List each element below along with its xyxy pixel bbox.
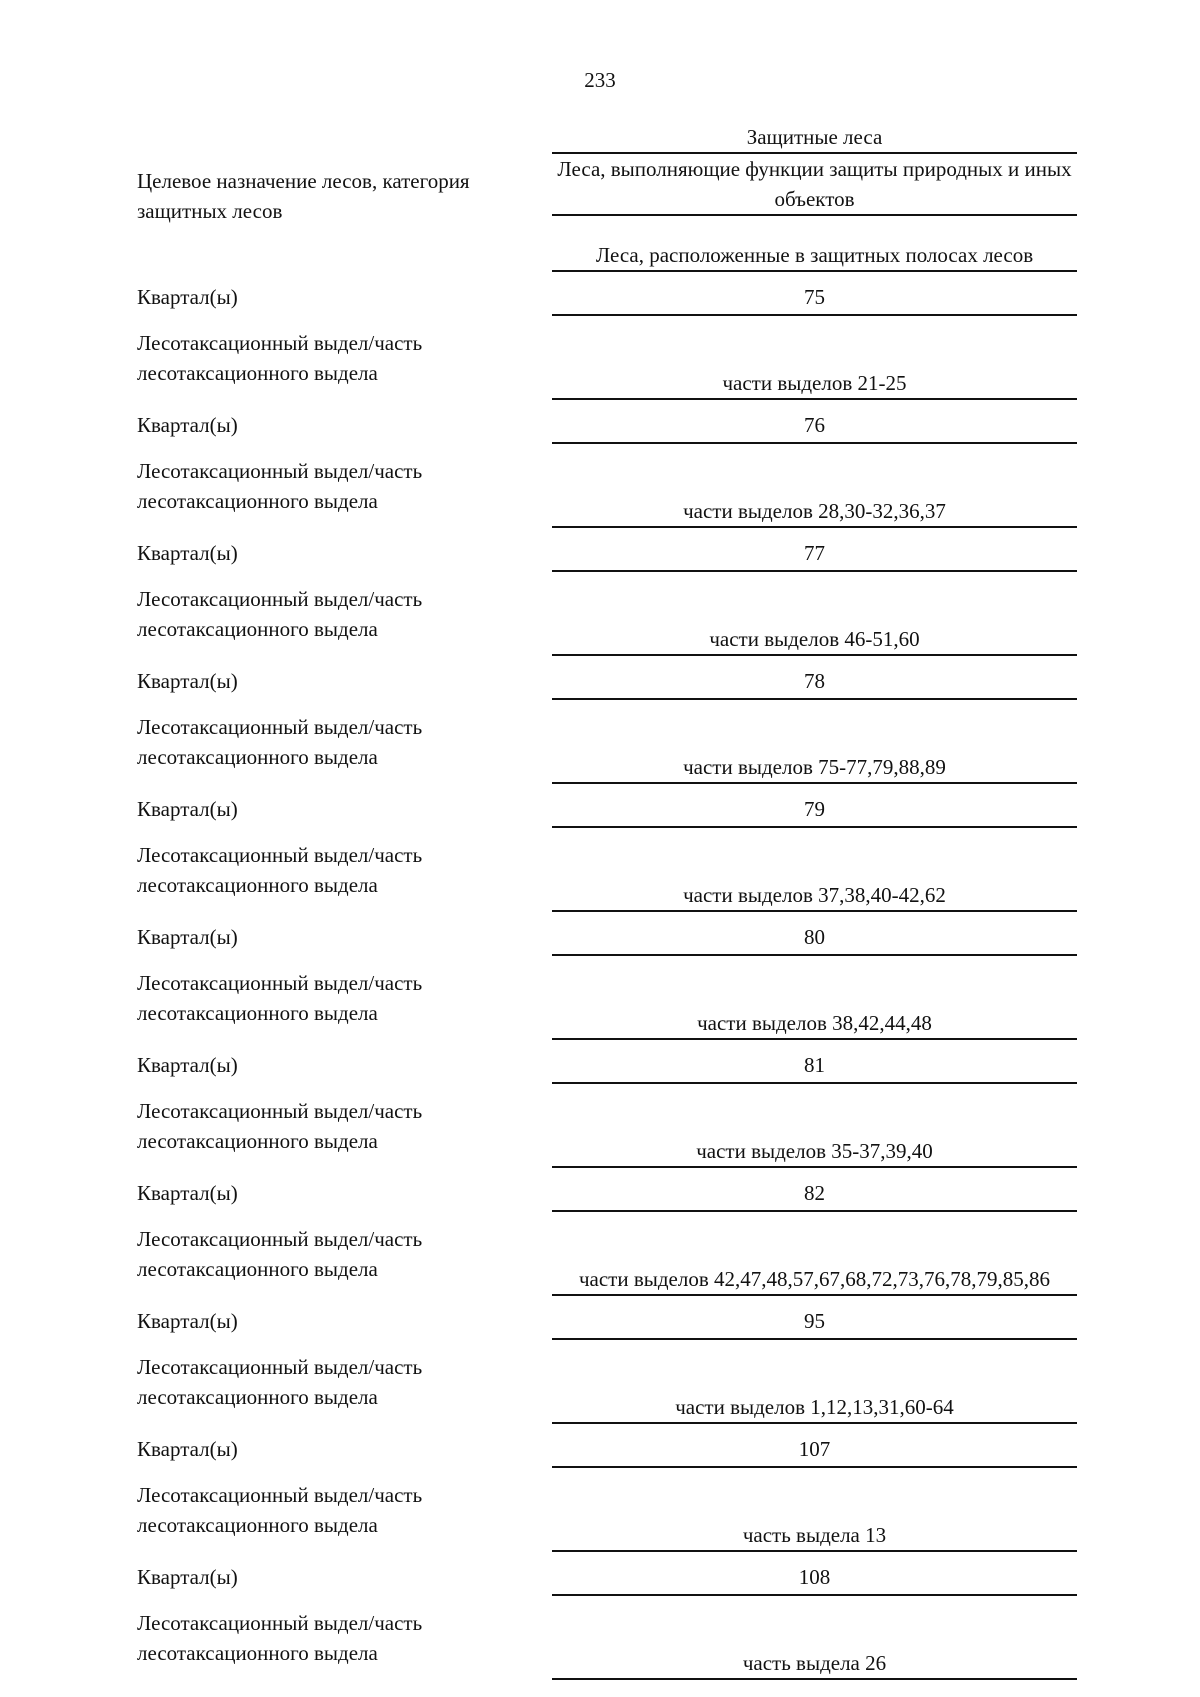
page-number: 233 xyxy=(584,68,616,92)
row-label: Квартал(ы) xyxy=(137,797,238,821)
row-value: части выделов 37,38,40-42,62 xyxy=(552,880,1077,912)
row-value: часть выдела 26 xyxy=(552,1648,1077,1680)
row-value: части выделов 1,12,13,31,60-64 xyxy=(552,1392,1077,1424)
row-label: Лесотаксационный выдел/часть лесотаксационного выдела xyxy=(137,1099,423,1153)
row-value: 77 xyxy=(552,538,1077,572)
table-row xyxy=(0,666,1200,700)
row-label: Квартал(ы) xyxy=(137,1053,238,1077)
row-value: 95 xyxy=(552,1306,1077,1340)
table-row xyxy=(0,1306,1200,1340)
row-value: части выделов 46-51,60 xyxy=(552,624,1077,656)
row-value: части выделов 21-25 xyxy=(552,368,1077,400)
row-value: части выделов 38,42,44,48 xyxy=(552,1008,1077,1040)
row-value: 78 xyxy=(552,666,1077,700)
row-value: части выделов 35-37,39,40 xyxy=(552,1136,1077,1168)
table-body xyxy=(0,282,1200,1690)
row-value: 76 xyxy=(552,410,1077,444)
row-label: Лесотаксационный выдел/часть лесотаксационного выдела xyxy=(137,1227,423,1281)
row-value: 108 xyxy=(552,1562,1077,1596)
purpose-label: Целевое назначение лесов, категория защитных лесов xyxy=(137,169,470,223)
row-label: Квартал(ы) xyxy=(137,1437,238,1461)
row-label: Лесотаксационный выдел/часть лесотаксационного выдела xyxy=(137,459,423,513)
table-row xyxy=(0,1178,1200,1212)
table-row xyxy=(0,1096,1200,1168)
row-label: Квартал(ы) xyxy=(137,1309,238,1333)
row-label: Квартал(ы) xyxy=(137,413,238,437)
row-value: 107 xyxy=(552,1434,1077,1468)
header-protective-strips: Леса, расположенные в защитных полосах лесов xyxy=(552,240,1077,272)
row-value: 82 xyxy=(552,1178,1077,1212)
table-row xyxy=(0,1608,1200,1680)
row-label: Лесотаксационный выдел/часть лесотаксационного выдела xyxy=(137,843,423,897)
row-label: Квартал(ы) xyxy=(137,1565,238,1589)
row-value: часть выдела 13 xyxy=(552,1520,1077,1552)
row-value: части выделов 28,30-32,36,37 xyxy=(552,496,1077,528)
table-row xyxy=(0,712,1200,784)
table-row xyxy=(0,922,1200,956)
row-label: Квартал(ы) xyxy=(137,669,238,693)
row-label: Лесотаксационный выдел/часть лесотаксационного выдела xyxy=(137,587,423,641)
table-row xyxy=(0,328,1200,400)
table-row xyxy=(0,968,1200,1040)
row-label: Лесотаксационный выдел/часть лесотаксационного выдела xyxy=(137,1355,423,1409)
table-row xyxy=(0,282,1200,316)
row-label: Лесотаксационный выдел/часть лесотаксационного выдела xyxy=(137,971,423,1025)
table-row xyxy=(0,456,1200,528)
row-value: части выделов 75-77,79,88,89 xyxy=(552,752,1077,784)
table-row xyxy=(0,840,1200,912)
row-value: 81 xyxy=(552,1050,1077,1084)
row-label: Лесотаксационный выдел/часть лесотаксационного выдела xyxy=(137,1611,423,1665)
table-row xyxy=(0,1480,1200,1552)
table-row xyxy=(0,410,1200,444)
table-row xyxy=(0,794,1200,828)
table-row xyxy=(0,584,1200,656)
table-row xyxy=(0,1352,1200,1424)
row-label: Квартал(ы) xyxy=(137,541,238,565)
row-value: 79 xyxy=(552,794,1077,828)
table-row xyxy=(0,1224,1200,1296)
table-row xyxy=(0,538,1200,572)
table-row xyxy=(0,1434,1200,1468)
row-label: Квартал(ы) xyxy=(137,925,238,949)
row-value: части выделов 42,47,48,57,67,68,72,73,76,78,79,85,86 xyxy=(552,1264,1077,1296)
row-label: Лесотаксационный выдел/часть лесотаксационного выдела xyxy=(137,1483,423,1537)
row-label: Квартал(ы) xyxy=(137,285,238,309)
row-value: 75 xyxy=(552,282,1077,316)
row-label: Лесотаксационный выдел/часть лесотаксационного выдела xyxy=(137,715,423,769)
table-row xyxy=(0,1050,1200,1084)
header-protective-forests: Защитные леса xyxy=(552,122,1077,154)
table-header xyxy=(0,122,1200,272)
row-label: Лесотаксационный выдел/часть лесотаксационного выдела xyxy=(137,331,423,385)
header-protection-function: Леса, выполняющие функции защиты природных и иных объектов xyxy=(552,154,1077,216)
table-row xyxy=(0,1562,1200,1596)
row-value: 80 xyxy=(552,922,1077,956)
row-label: Квартал(ы) xyxy=(137,1181,238,1205)
